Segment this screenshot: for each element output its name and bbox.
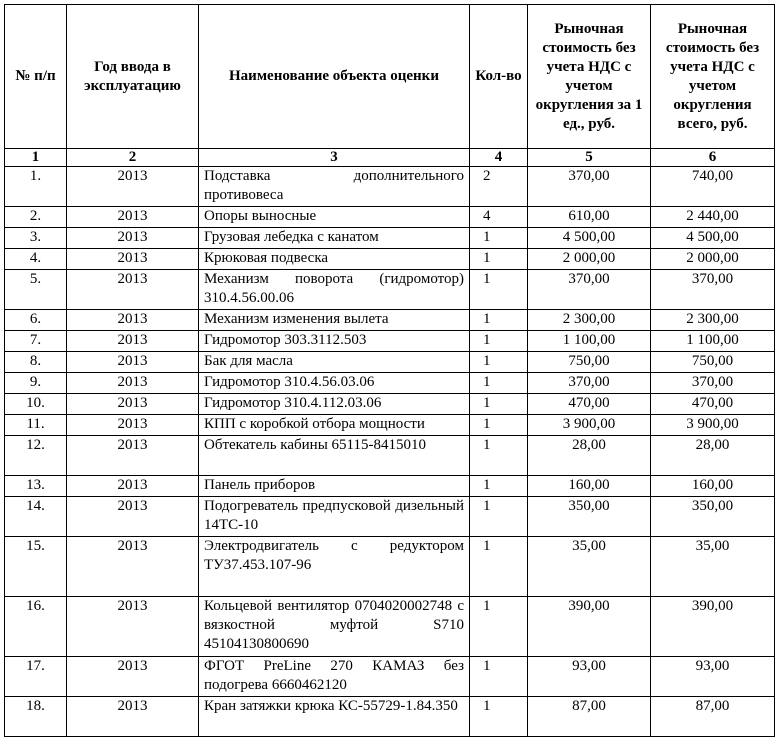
row-name: Подогреватель предпусковой дизельный 14ТС-10: [199, 497, 470, 537]
row-total: 370,00: [651, 373, 775, 394]
row-qty: 1: [470, 249, 528, 270]
table-row: [5, 657, 775, 697]
row-name: Опоры выносные: [199, 207, 470, 228]
table-row: [5, 310, 775, 331]
table-row: [5, 436, 775, 476]
row-number: 2.: [5, 207, 67, 228]
row-year: 2013: [67, 537, 199, 597]
row-number: 18.: [5, 697, 67, 737]
row-number: 16.: [5, 597, 67, 657]
row-price: 87,00: [528, 697, 651, 737]
row-qty: 1: [470, 228, 528, 249]
row-total: 390,00: [651, 597, 775, 657]
table-row: [5, 373, 775, 394]
header-num: № п/п: [5, 5, 67, 149]
table-body: [5, 167, 775, 737]
row-qty: 1: [470, 697, 528, 737]
table-row: [5, 697, 775, 737]
row-price: 28,00: [528, 436, 651, 476]
row-number: 11.: [5, 415, 67, 436]
row-year: 2013: [67, 331, 199, 352]
row-qty: 2: [470, 167, 528, 207]
row-name: Гидромотор 303.3112.503: [199, 331, 470, 352]
row-price: 370,00: [528, 373, 651, 394]
table-row: [5, 331, 775, 352]
row-total: 3 900,00: [651, 415, 775, 436]
row-number: 5.: [5, 270, 67, 310]
table-row: [5, 476, 775, 497]
row-number: 12.: [5, 436, 67, 476]
row-year: 2013: [67, 373, 199, 394]
row-name: Панель приборов: [199, 476, 470, 497]
row-price: 35,00: [528, 537, 651, 597]
row-total: 750,00: [651, 352, 775, 373]
header-row: [5, 5, 775, 149]
row-number: 7.: [5, 331, 67, 352]
row-price: 4 500,00: [528, 228, 651, 249]
row-price: 2 300,00: [528, 310, 651, 331]
row-price: 350,00: [528, 497, 651, 537]
table-row: [5, 415, 775, 436]
table-row: [5, 249, 775, 270]
row-year: 2013: [67, 207, 199, 228]
row-year: 2013: [67, 228, 199, 249]
header-qty: Кол-во: [470, 5, 528, 149]
row-price: 93,00: [528, 657, 651, 697]
row-number: 17.: [5, 657, 67, 697]
row-qty: 1: [470, 436, 528, 476]
row-name: Кран затяжки крюка КС-55729-1.84.350: [199, 697, 470, 737]
table-row: [5, 270, 775, 310]
header-price-total: Рыночная стоимость без учета НДС с учетом округления всего, руб.: [651, 5, 775, 149]
row-year: 2013: [67, 497, 199, 537]
row-name: Бак для масла: [199, 352, 470, 373]
column-number-row: [5, 149, 775, 167]
row-total: 350,00: [651, 497, 775, 537]
row-year: 2013: [67, 657, 199, 697]
row-price: 470,00: [528, 394, 651, 415]
row-total: 1 100,00: [651, 331, 775, 352]
row-number: 10.: [5, 394, 67, 415]
row-name: ФГОТ PreLine 270 КАМАЗ без подогрева 6660462120: [199, 657, 470, 697]
row-price: 370,00: [528, 167, 651, 207]
row-total: 2 300,00: [651, 310, 775, 331]
row-name: Грузовая лебедка с канатом: [199, 228, 470, 249]
table-row: [5, 497, 775, 537]
row-name: Подставка дополнительного противовеса: [199, 167, 470, 207]
table-row: [5, 228, 775, 249]
row-qty: 1: [470, 352, 528, 373]
row-name: Механизм изменения вылета: [199, 310, 470, 331]
row-year: 2013: [67, 476, 199, 497]
table-row: [5, 352, 775, 373]
row-price: 160,00: [528, 476, 651, 497]
row-name: Кольцевой вентилятор 0704020002748 с вязкостной муфтой S710 45104130800690: [199, 597, 470, 657]
column-number: 5: [528, 149, 651, 167]
column-number: 1: [5, 149, 67, 167]
row-total: 2 440,00: [651, 207, 775, 228]
column-number: 2: [67, 149, 199, 167]
row-qty: 1: [470, 331, 528, 352]
row-number: 3.: [5, 228, 67, 249]
row-qty: 1: [470, 497, 528, 537]
row-total: 28,00: [651, 436, 775, 476]
column-number: 3: [199, 149, 470, 167]
row-number: 1.: [5, 167, 67, 207]
row-name: Гидромотор 310.4.56.03.06: [199, 373, 470, 394]
row-price: 3 900,00: [528, 415, 651, 436]
row-price: 610,00: [528, 207, 651, 228]
row-qty: 1: [470, 270, 528, 310]
row-number: 9.: [5, 373, 67, 394]
row-qty: 1: [470, 597, 528, 657]
row-number: 13.: [5, 476, 67, 497]
row-qty: 4: [470, 207, 528, 228]
table-row: [5, 394, 775, 415]
valuation-table: [4, 4, 775, 737]
row-number: 4.: [5, 249, 67, 270]
table-row: [5, 537, 775, 597]
row-year: 2013: [67, 167, 199, 207]
row-year: 2013: [67, 249, 199, 270]
row-name: Гидромотор 310.4.112.03.06: [199, 394, 470, 415]
row-qty: 1: [470, 657, 528, 697]
row-year: 2013: [67, 415, 199, 436]
column-number: 6: [651, 149, 775, 167]
row-name: Обтекатель кабины 65115-8415010: [199, 436, 470, 476]
row-year: 2013: [67, 697, 199, 737]
row-name: КПП с коробкой отбора мощности: [199, 415, 470, 436]
column-number: 4: [470, 149, 528, 167]
row-total: 2 000,00: [651, 249, 775, 270]
row-name: Электродвигатель с редуктором ТУ37.453.107-96: [199, 537, 470, 597]
row-year: 2013: [67, 436, 199, 476]
header-price-unit: Рыночная стоимость без учета НДС с учетом округления за 1 ед., руб.: [528, 5, 651, 149]
row-price: 390,00: [528, 597, 651, 657]
row-price: 370,00: [528, 270, 651, 310]
row-qty: 1: [470, 476, 528, 497]
row-qty: 1: [470, 537, 528, 597]
header-year: Год ввода в эксплуатацию: [67, 5, 199, 149]
row-total: 740,00: [651, 167, 775, 207]
table-row: [5, 167, 775, 207]
row-number: 6.: [5, 310, 67, 331]
row-qty: 1: [470, 373, 528, 394]
row-year: 2013: [67, 270, 199, 310]
row-total: 4 500,00: [651, 228, 775, 249]
row-total: 160,00: [651, 476, 775, 497]
row-total: 35,00: [651, 537, 775, 597]
row-name: Крюковая подвеска: [199, 249, 470, 270]
row-qty: 1: [470, 415, 528, 436]
row-qty: 1: [470, 394, 528, 415]
row-qty: 1: [470, 310, 528, 331]
row-year: 2013: [67, 310, 199, 331]
row-total: 93,00: [651, 657, 775, 697]
row-price: 1 100,00: [528, 331, 651, 352]
row-number: 8.: [5, 352, 67, 373]
row-price: 2 000,00: [528, 249, 651, 270]
table-row: [5, 597, 775, 657]
header-name: Наименование объекта оценки: [199, 5, 470, 149]
row-total: 370,00: [651, 270, 775, 310]
row-total: 87,00: [651, 697, 775, 737]
row-year: 2013: [67, 394, 199, 415]
table-row: [5, 207, 775, 228]
row-total: 470,00: [651, 394, 775, 415]
row-name: Механизм поворота (гидромотор) 310.4.56.00.06: [199, 270, 470, 310]
row-number: 15.: [5, 537, 67, 597]
row-price: 750,00: [528, 352, 651, 373]
row-year: 2013: [67, 597, 199, 657]
row-year: 2013: [67, 352, 199, 373]
row-number: 14.: [5, 497, 67, 537]
